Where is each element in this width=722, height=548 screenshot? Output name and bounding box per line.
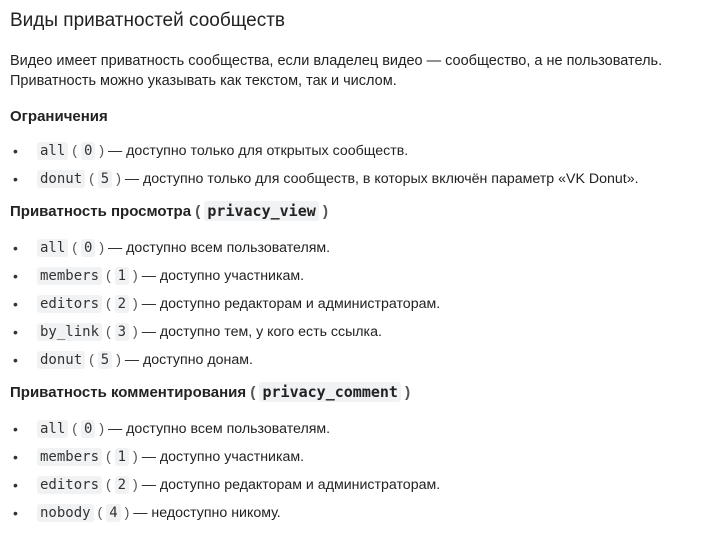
- code-number: 2: [115, 295, 129, 313]
- bullet-icon: •: [13, 477, 18, 493]
- code-value: by_link: [37, 323, 102, 341]
- list-item: • donut ( 5 ) — доступно только для сообществ, в которых включён параметр «VK Donut».: [13, 171, 639, 187]
- bullet-icon: •: [13, 296, 18, 312]
- section-heading-text: Приватность комментирования: [10, 384, 247, 401]
- list-item: • all ( 0 ) — доступно только для открытых сообществ.: [13, 143, 409, 159]
- item-description: — доступно участникам.: [141, 449, 305, 465]
- bullet-icon: •: [13, 505, 18, 521]
- code-value: editors: [37, 476, 102, 494]
- item-description: — доступно участникам.: [141, 268, 305, 284]
- code-number: 1: [115, 448, 129, 466]
- bullet-icon: •: [13, 449, 18, 465]
- bullet-icon: •: [13, 171, 18, 187]
- code-number: 5: [98, 170, 112, 188]
- code-number: 0: [81, 420, 95, 438]
- intro-line-2: Приватность можно указывать как текстом, так и числом.: [10, 73, 397, 89]
- intro-line-1: Видео имеет приватность сообщества, если владелец видео — сообщество, а не пользователь.: [10, 53, 663, 69]
- list-item: • by_link ( 3 ) — доступно тем, у кого есть ссылка.: [13, 324, 382, 340]
- restrictions-list: [10, 141, 722, 189]
- list-item: • donut ( 5 ) — доступно донам.: [13, 352, 253, 368]
- list-item: • all ( 0 ) — доступно всем пользователям.: [13, 421, 331, 437]
- section-heading-restrictions: [10, 107, 722, 127]
- list-item: • editors ( 2 ) — доступно редакторам и администраторам.: [13, 296, 441, 312]
- code-number: 1: [115, 267, 129, 285]
- privacy-view-list: [10, 238, 722, 370]
- code-number: 2: [115, 476, 129, 494]
- code-value: all: [37, 239, 68, 257]
- item-description: — недоступно никому.: [133, 505, 281, 521]
- list-item: • all ( 0 ) — доступно всем пользователям.: [13, 240, 331, 256]
- code-value: donut: [37, 351, 85, 369]
- section-heading-privacy-view: Приватность просмотра ( privacy_view ): [10, 202, 328, 220]
- bullet-icon: •: [13, 268, 18, 284]
- section-heading-privacy-comment: Приватность комментирования ( privacy_comment ): [10, 383, 411, 401]
- bullet-icon: •: [13, 352, 18, 368]
- item-description: — доступно только для открытых сообществ.: [108, 143, 409, 159]
- code-number: 5: [98, 351, 112, 369]
- heading-code: privacy_view: [204, 201, 318, 221]
- intro-paragraph: [10, 51, 722, 91]
- code-value: nobody: [37, 504, 94, 522]
- code-number: 0: [81, 142, 95, 160]
- code-value: all: [37, 142, 68, 160]
- heading-code: privacy_comment: [259, 382, 400, 402]
- page-title: Виды приватностей сообществ: [10, 10, 286, 31]
- code-number: 0: [81, 239, 95, 257]
- item-description: — доступно редакторам и администраторам.: [141, 296, 441, 312]
- code-number: 4: [106, 504, 120, 522]
- code-value: all: [37, 420, 68, 438]
- bullet-icon: •: [13, 324, 18, 340]
- item-description: — доступно всем пользователям.: [108, 421, 331, 437]
- bullet-icon: •: [13, 240, 18, 256]
- bullet-icon: •: [13, 143, 18, 159]
- section-heading-text: Ограничения: [10, 108, 108, 125]
- code-value: donut: [37, 170, 85, 188]
- code-value: editors: [37, 295, 102, 313]
- item-description: — доступно тем, у кого есть ссылка.: [141, 324, 382, 340]
- item-description: — доступно редакторам и администраторам.: [141, 477, 441, 493]
- list-item: • editors ( 2 ) — доступно редакторам и администраторам.: [13, 477, 441, 493]
- code-value: members: [37, 267, 102, 285]
- item-description: — доступно донам.: [124, 352, 253, 368]
- item-description: — доступно всем пользователям.: [108, 240, 331, 256]
- list-item: • members ( 1 ) — доступно участникам.: [13, 268, 305, 284]
- code-number: 3: [115, 323, 129, 341]
- list-item: • members ( 1 ) — доступно участникам.: [13, 449, 305, 465]
- code-value: members: [37, 448, 102, 466]
- section-heading-text: Приватность просмотра: [10, 203, 192, 220]
- bullet-icon: •: [13, 421, 18, 437]
- privacy-comment-list: [10, 419, 722, 523]
- list-item: • nobody ( 4 ) — недоступно никому.: [13, 505, 281, 521]
- item-description: — доступно только для сообществ, в которых включён параметр «VK Donut».: [124, 171, 639, 187]
